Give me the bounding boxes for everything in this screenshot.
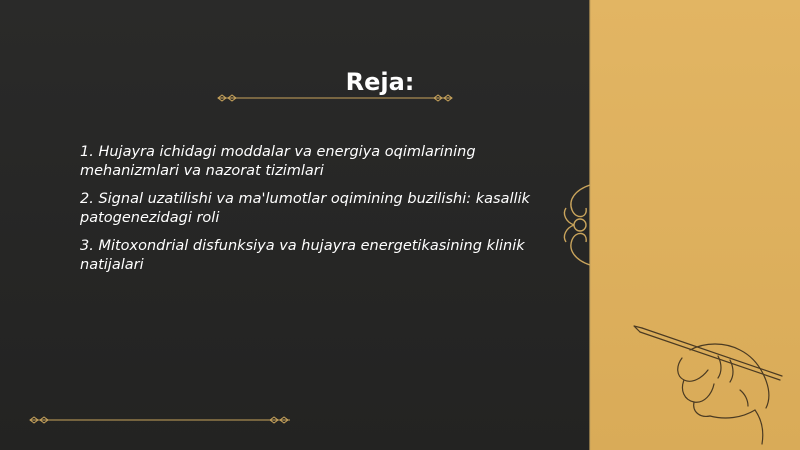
slide-title: Reja: [345,68,415,96]
agenda-item-3: 3. Mitoxondrial disfunksiya va hujayra energetikasining klinik natijalari [80,238,525,273]
agenda-item-1: 1. Hujayra ichidagi moddalar va energiya oqimlarining mehanizmlari va nazorat tizimlari [80,144,476,179]
bottom-divider-ornament-icon [30,417,290,423]
agenda-list [80,143,560,284]
scroll-flourish-icon [564,185,590,265]
agenda-item-2: 2. Signal uzatilishi va ma'lumotlar oqimining buzilishi: kasallik patogenezidagi roli [80,191,530,226]
hand-holding-pen-icon [630,320,790,445]
